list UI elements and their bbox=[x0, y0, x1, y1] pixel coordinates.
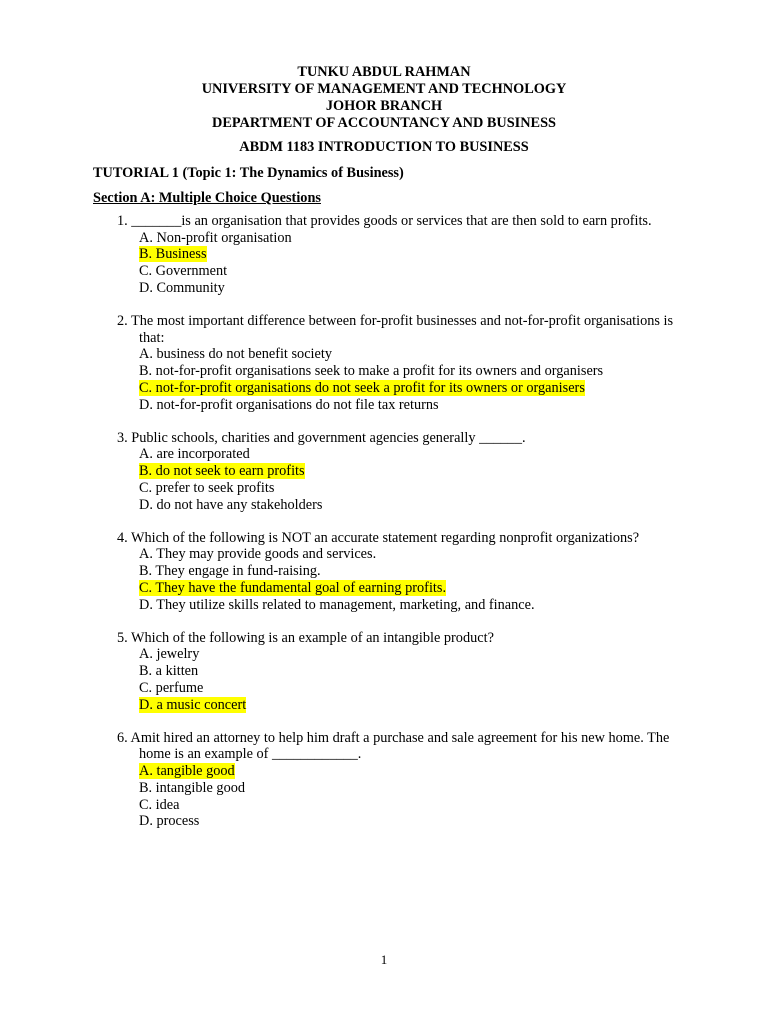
option-b: B. not-for-profit organisations seek to make a profit for its owners and organisers bbox=[139, 363, 604, 380]
question-list bbox=[117, 213, 677, 847]
question-stem: 4. Which of the following is NOT an accurate statement regarding nonprofit organizations? bbox=[117, 529, 640, 546]
option-b bbox=[117, 246, 677, 263]
option-a: A. Non-profit organisation bbox=[139, 229, 292, 246]
option-d bbox=[117, 697, 677, 714]
header-branch: JOHOR BRANCH bbox=[325, 98, 443, 114]
option-c bbox=[117, 580, 677, 597]
highlighted-answer: A. tangible good bbox=[139, 763, 235, 780]
highlighted-answer: C. not-for-profit organisations do not seek a profit for its owners or organisers bbox=[139, 379, 585, 396]
option-a: A. business do not benefit society bbox=[139, 346, 332, 363]
highlighted-answer: B. do not seek to earn profits bbox=[139, 463, 305, 480]
option-a bbox=[117, 763, 677, 780]
option-c bbox=[117, 380, 677, 397]
page-number: 1 bbox=[380, 952, 388, 967]
question-5 bbox=[117, 630, 677, 714]
option-d: D. not-for-profit organisations do not file tax returns bbox=[139, 396, 439, 413]
highlighted-answer: B. Business bbox=[139, 246, 207, 263]
option-a: A. jewelry bbox=[139, 646, 200, 663]
option-d: D. process bbox=[139, 813, 200, 830]
question-stem: 6. Amit hired an attorney to help him draft a purchase and sale agreement for his new home. The home is an example of ____________. bbox=[117, 729, 670, 763]
option-b: B. intangible good bbox=[139, 779, 246, 796]
header-institution-line1: TUNKU ABDUL RAHMAN bbox=[297, 64, 471, 80]
question-6 bbox=[117, 730, 677, 830]
option-a: A. They may provide goods and services. bbox=[139, 546, 377, 563]
highlighted-answer: C. They have the fundamental goal of earning profits. bbox=[139, 579, 447, 596]
option-c: C. idea bbox=[139, 796, 180, 813]
option-c: C. perfume bbox=[139, 679, 204, 696]
tutorial-title: TUTORIAL 1 (Topic 1: The Dynamics of Business) bbox=[93, 165, 404, 181]
highlighted-answer: D. a music concert bbox=[139, 696, 247, 713]
option-c: C. Government bbox=[139, 263, 228, 280]
option-c: C. prefer to seek profits bbox=[139, 479, 275, 496]
question-4 bbox=[117, 530, 677, 614]
question-2 bbox=[117, 313, 677, 413]
option-b bbox=[117, 463, 677, 480]
document-header bbox=[0, 64, 768, 156]
question-stem: 1. _______is an organisation that provides goods or services that are then sold to earn profits. bbox=[117, 213, 652, 229]
question-stem: 2. The most important difference between for-profit businesses and not-for-profit organisations is that: bbox=[117, 313, 674, 346]
question-stem: 5. Which of the following is an example of an intangible product? bbox=[117, 629, 494, 646]
header-department: DEPARTMENT OF ACCOUNTANCY AND BUSINESS bbox=[212, 115, 556, 131]
option-a: A. are incorporated bbox=[139, 446, 250, 463]
question-3 bbox=[117, 430, 677, 514]
header-course: ABDM 1183 INTRODUCTION TO BUSINESS bbox=[239, 139, 529, 155]
option-d: D. They utilize skills related to management, marketing, and finance. bbox=[139, 596, 535, 613]
section-title: Section A: Multiple Choice Questions bbox=[93, 190, 321, 206]
header-institution-line2: UNIVERSITY OF MANAGEMENT AND TECHNOLOGY bbox=[201, 81, 567, 97]
question-1 bbox=[117, 213, 677, 297]
option-d: D. do not have any stakeholders bbox=[139, 496, 323, 513]
option-d: D. Community bbox=[139, 279, 225, 296]
option-b: B. They engage in fund-raising. bbox=[139, 563, 321, 580]
option-b: B. a kitten bbox=[139, 663, 199, 680]
question-stem: 3. Public schools, charities and government agencies generally ______. bbox=[117, 429, 526, 446]
